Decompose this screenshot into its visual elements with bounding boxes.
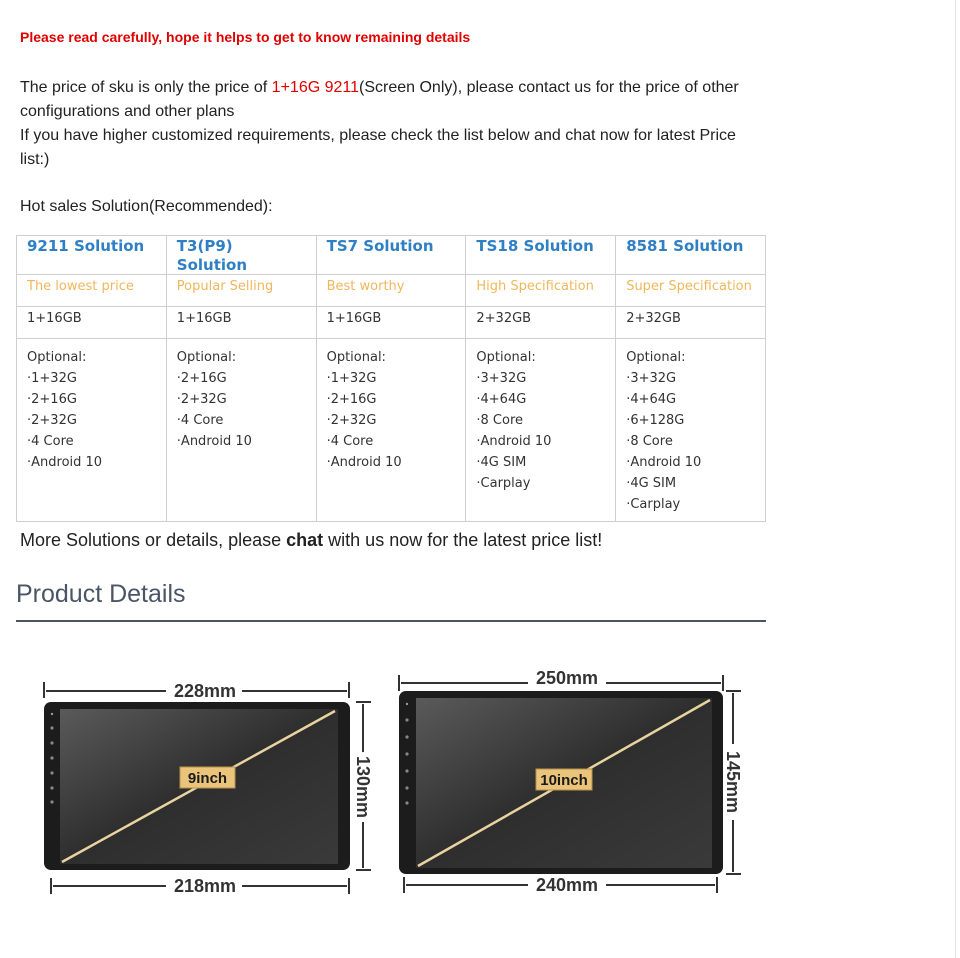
option-item: ·Carplay <box>626 497 681 512</box>
solution-tag: High Specification <box>476 279 594 294</box>
option-item: ·Android 10 <box>176 434 252 449</box>
size-label: 9inch <box>187 770 228 787</box>
top-width-label: 228mm <box>173 681 237 701</box>
option-item: ·2+16G <box>176 371 227 386</box>
solutions-table <box>16 235 766 522</box>
option-item: ·8 Core <box>476 413 524 428</box>
solution-options-cell <box>316 339 466 522</box>
option-item: ·Android 10 <box>27 455 103 470</box>
option-item: ·4G SIM <box>626 476 677 491</box>
option-item: ·Android 10 <box>476 434 552 449</box>
optional-label: Optional: <box>326 350 386 365</box>
size-label: 10inch <box>540 772 588 789</box>
option-item: ·2+16G <box>27 392 77 407</box>
solution-base-cell <box>616 307 766 339</box>
solution-base-memory: 1+16GB <box>27 311 82 326</box>
option-item: ·4 Core <box>326 434 374 449</box>
height-label: 130mm <box>353 755 373 819</box>
optional-label: Optional: <box>27 350 87 365</box>
solution-name: TS18 Solution <box>476 237 594 255</box>
solution-base-memory: 2+32GB <box>626 311 681 326</box>
solution-base-memory: 1+16GB <box>326 311 382 326</box>
size-badge <box>536 769 592 790</box>
solution-options-cell <box>616 339 766 522</box>
solution-base-cell <box>466 307 616 339</box>
optional-label: Optional: <box>176 350 237 365</box>
option-item: ·3+32G <box>626 371 677 386</box>
option-item: ·Carplay <box>476 476 531 491</box>
solution-options-cell <box>166 339 316 522</box>
solution-tag: Best worthy <box>326 279 405 294</box>
solution-tag-cell <box>17 275 167 307</box>
height-label: 145mm <box>723 750 743 814</box>
option-item: ·2+32G <box>27 413 77 428</box>
solution-name-cell <box>166 236 316 275</box>
option-item: ·4 Core <box>176 413 224 428</box>
option-item: ·8 Core <box>626 434 673 449</box>
option-item: ·1+32G <box>326 371 377 386</box>
notice-text: Please read carefully, hope it helps to get to know remaining details <box>20 29 471 45</box>
option-item: ·4 Core <box>27 434 74 449</box>
option-item: ·3+32G <box>476 371 527 386</box>
intro-paragraph-custom: If you have higher customized requirements, please check the list below and chat now for latest Price list:) <box>20 127 736 168</box>
top-width-label: 250mm <box>535 668 599 688</box>
solution-tag: The lowest price <box>27 279 134 294</box>
solution-options-cell <box>466 339 616 522</box>
solution-base-memory: 2+32GB <box>476 311 532 326</box>
solution-name: 9211 Solution <box>27 237 145 255</box>
more-text-rest: with us now for the latest price list! <box>323 530 603 550</box>
option-item: ·2+16G <box>326 392 377 407</box>
solution-options-row <box>17 339 766 522</box>
solution-tag: Super Specification <box>626 279 752 294</box>
option-item: ·2+32G <box>176 392 227 407</box>
solution-tag-cell <box>166 275 316 307</box>
solution-base-row <box>17 307 766 339</box>
intro-paragraph-price <box>20 76 765 124</box>
more-chat-emphasis: chat <box>286 530 324 550</box>
solution-tag-cell <box>616 275 766 307</box>
option-item: ·6+128G <box>626 413 685 428</box>
option-item: ·2+32G <box>326 413 377 428</box>
nine-inch-dimension-diagram <box>38 668 383 896</box>
intro-text: The price of sku is only the price of <box>20 79 272 96</box>
option-item: ·4+64G <box>626 392 677 407</box>
solution-base-memory: 1+16GB <box>176 311 232 326</box>
solution-name-cell <box>316 236 466 275</box>
more-text: More Solutions or details, please <box>20 530 287 550</box>
optional-label: Optional: <box>626 350 686 365</box>
bottom-width-label: 218mm <box>173 876 237 896</box>
option-item: ·4G SIM <box>476 455 527 470</box>
more-solutions-text <box>20 530 602 551</box>
optional-label: Optional: <box>476 350 536 365</box>
intro-highlight-sku: 1+16G 9211 <box>271 79 360 96</box>
solution-name-row <box>17 236 766 275</box>
solution-tag-cell <box>316 275 466 307</box>
product-details-divider <box>16 620 766 622</box>
option-item: ·4+64G <box>476 392 527 407</box>
page-edge-rule <box>955 0 956 958</box>
solution-base-cell <box>316 307 466 339</box>
solution-base-cell <box>166 307 316 339</box>
solution-options-cell <box>17 339 167 522</box>
product-details-title: Product Details <box>16 580 186 608</box>
solution-name: 8581 Solution <box>626 237 744 255</box>
size-badge <box>180 767 235 788</box>
solution-name-cell <box>616 236 766 275</box>
solution-tag-row <box>17 275 766 307</box>
intro-text-rest: (Screen Only), please contact us for the price of other configurations and other plans <box>20 79 739 120</box>
option-item: ·1+32G <box>27 371 77 386</box>
hot-sales-heading: Hot sales Solution(Recommended): <box>20 198 273 215</box>
option-item: ·Android 10 <box>326 455 402 470</box>
solution-name: TS7 Solution <box>326 237 434 255</box>
solution-tag-cell <box>466 275 616 307</box>
solution-name-cell <box>17 236 167 275</box>
bottom-width-label: 240mm <box>535 875 599 895</box>
solution-name-cell <box>466 236 616 275</box>
solution-name: T3(P9) Solution <box>176 237 248 274</box>
solution-base-cell <box>17 307 167 339</box>
ten-inch-dimension-diagram <box>394 660 744 898</box>
solution-tag: Popular Selling <box>176 279 274 294</box>
option-item: ·Android 10 <box>626 455 702 470</box>
